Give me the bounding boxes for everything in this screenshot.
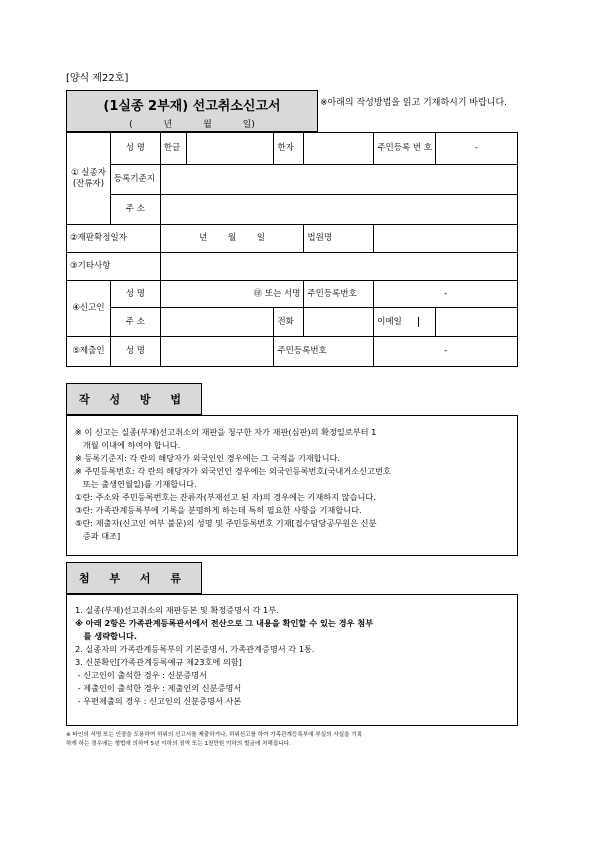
- address-field[interactable]: [160, 195, 517, 225]
- method-line: ①란: 주소와 주민등록번호는 잔류자(부재선고 된 자)의 경우에는 기재하지 않습니다.: [75, 492, 376, 502]
- method-line: 개월 이내에 하여야 합니다.: [75, 440, 181, 450]
- form-number: [양식 제22호]: [66, 73, 129, 84]
- reporter-rrn-label: 주민등록번호: [304, 281, 374, 308]
- hangul-label: 한글: [160, 133, 186, 165]
- attach-box: [66, 594, 518, 726]
- attach-header: 첨 부 서 류: [66, 562, 202, 594]
- other-matters-field[interactable]: [160, 253, 517, 281]
- reporter-label: ④신고인: [67, 281, 111, 337]
- submitter-name-label: 성 명: [110, 337, 160, 367]
- reg-base-field[interactable]: [160, 165, 517, 195]
- method-header: 작 성 방 법: [66, 383, 202, 415]
- email-field[interactable]: [436, 308, 518, 337]
- submitter-label: ⑤제출인: [67, 337, 111, 367]
- phone-field[interactable]: [304, 308, 374, 337]
- attach-line: - 제출인이 출석한 경우 : 제출인의 신분증명서: [75, 683, 242, 693]
- attach-line: 1. 실종(부재)선고취소의 재판등본 및 확정증명서 각 1부.: [75, 605, 279, 615]
- submitter-rrn-field[interactable]: -: [374, 337, 518, 367]
- court-label: 법원명: [304, 225, 374, 253]
- judgment-date-field[interactable]: 년 월 일: [160, 225, 304, 253]
- method-line: ※ 이 신고는 실종(부재)선고취소의 재판을 청구한 자가 재판(심판)의 확정일로부터 1: [75, 427, 377, 437]
- email-label: 이메일: [374, 317, 419, 328]
- method-line: ③란: 가족관계등록부에 기록을 분명하게 하는데 특히 필요한 사항을 기재합니다.: [75, 505, 362, 515]
- rrn-label: 주민등록 번 호: [374, 133, 436, 165]
- hanja-label: 한자: [274, 133, 304, 165]
- method-line: ※ 등록기준지: 각 란의 해당자가 외국인인 경우에는 그 국적을 기재합니다.: [75, 453, 341, 463]
- attach-line: - 신고인이 출석한 경우 : 신분증명서: [75, 670, 208, 680]
- name-label: 성 명: [110, 133, 160, 165]
- footer-warning: ※ 타인의 서명 또는 인장을 도용하여 허위의 신고서를 제출하거나, 허위신고를 하여 가족관계등록부에 부실의 사실을 기록 하게 하는 경우에는 형법에 의하여 5년 이하의 징역 또는 1천만원 이하의 벌금에 처해집니다.: [66, 732, 363, 747]
- form-title: (1실종 2부재) 선고취소신고서: [103, 99, 281, 114]
- phone-label: 전화: [274, 308, 304, 337]
- submitter-rrn-label: 주민등록번호: [274, 337, 374, 367]
- instruction-note: ※아래의 작성방법을 읽고 기재하시기 바랍니다.: [320, 98, 508, 108]
- rrn-field[interactable]: -: [436, 133, 518, 165]
- email-wrap: [374, 308, 436, 337]
- attach-line: - 우편제출의 경우 : 신고인의 신분증명서 사본: [75, 696, 242, 706]
- reporter-rrn-field[interactable]: -: [374, 281, 518, 308]
- form-table: [66, 132, 518, 367]
- other-matters-label: ③기타사항: [67, 253, 161, 281]
- submitter-name-field[interactable]: [160, 337, 274, 367]
- judgment-date-label: ②재판확정일자: [67, 225, 161, 253]
- reporter-sign-field[interactable]: ㊞ 또는 서명: [160, 281, 304, 308]
- address-label: 주 소: [110, 195, 160, 225]
- reg-base-label: 등록기준지: [110, 165, 160, 195]
- date-line: ( 년 월 일): [129, 120, 255, 130]
- court-field[interactable]: [374, 225, 518, 253]
- method-line: 증과 대조]: [75, 531, 121, 541]
- attach-line: 2. 실종자의 가족관계등록부의 기본증명서, 가족관계증명서 각 1통.: [75, 644, 315, 654]
- reporter-address-field[interactable]: [160, 308, 274, 337]
- title-box: [66, 90, 318, 132]
- hanja-name-field[interactable]: [304, 133, 374, 165]
- reporter-address-label: 주 소: [110, 308, 160, 337]
- attach-line: 3. 신분확인[가족관계등록예규 제23호에 의함]: [75, 657, 242, 667]
- method-line: ⑤란: 제출자(신고인 여부 불문)의 성명 및 주민등록번호 기재[접수담당공무원은 신분: [75, 518, 377, 528]
- reporter-name-label: 성 명: [110, 281, 160, 308]
- missing-person-label: ① 실종자 (잔류자): [67, 133, 111, 225]
- hangul-name-field[interactable]: [186, 133, 274, 165]
- attach-line: 를 생략합니다.: [75, 631, 137, 641]
- attach-line: ※ 아래 2항은 가족관계등록관서에서 전산으로 그 내용을 확인할 수 있는 경우 첨부: [75, 618, 374, 628]
- method-line: ※ 주민등록번호: 각 란의 해당자가 외국인인 경우에는 외국인등록번호(국내거소신고번호: [75, 466, 391, 476]
- method-box: [66, 415, 518, 556]
- method-line: 또는 출생연월일)를 기재합니다.: [75, 479, 197, 489]
